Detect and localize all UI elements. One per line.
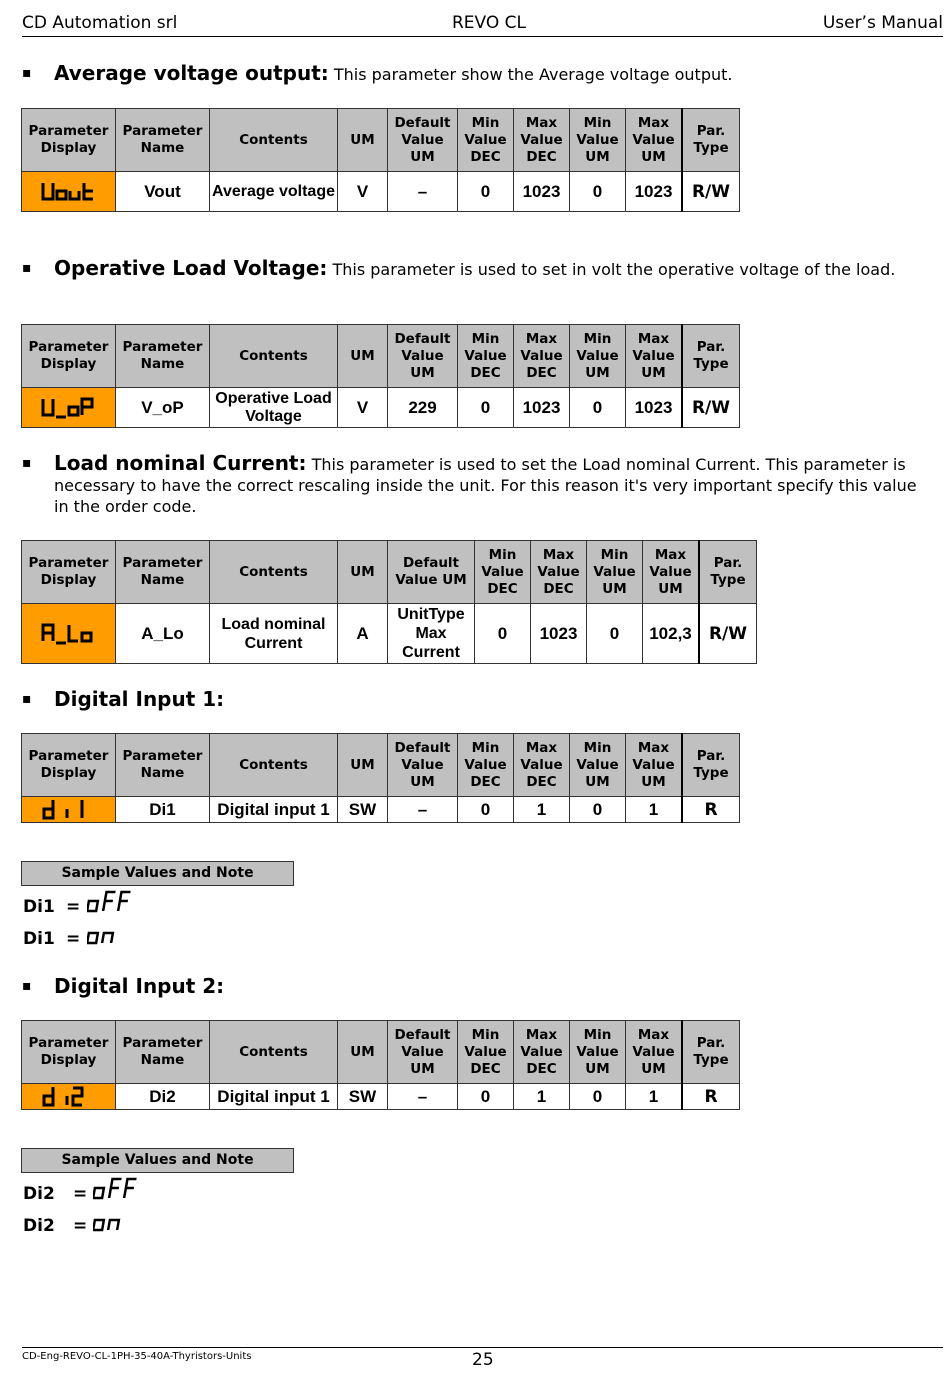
table-row (22, 797, 740, 823)
param-name: V_oP (116, 388, 210, 428)
param-contents: Load nominal Current (210, 604, 338, 664)
section-digital-input-2 (22, 976, 922, 998)
col-max-dec: Max Value DEC (514, 734, 570, 797)
col-contents: Contents (210, 1021, 338, 1084)
col-default: Default Value UM (388, 541, 475, 604)
section-title: Digital Input 1: (54, 687, 225, 711)
col-um: UM (338, 734, 388, 797)
col-display: Parameter Display (22, 541, 116, 604)
parameter-table-vout (21, 108, 740, 212)
col-um: UM (338, 541, 388, 604)
param-min-dec: 0 (458, 1084, 514, 1110)
col-type: Par. Type (682, 734, 740, 797)
param-min-um: 0 (570, 388, 626, 428)
sample-values-header: Sample Values and Note (21, 1148, 294, 1173)
param-type: R (682, 1084, 740, 1110)
col-min-um: Min Value UM (587, 541, 643, 604)
segment-on-icon (93, 1208, 143, 1236)
section-digital-input-1 (22, 689, 922, 711)
col-contents: Contents (210, 109, 338, 172)
param-type: R (682, 797, 740, 823)
company-name: CD Automation srl (22, 13, 178, 33)
sample-equals: = (73, 1184, 88, 1204)
param-max-dec: 1 (514, 1084, 570, 1110)
param-um: SW (338, 1084, 388, 1110)
param-name: Vout (116, 172, 210, 212)
param-max-um: 1023 (626, 388, 683, 428)
param-max-dec: 1023 (514, 172, 570, 212)
param-type: R/W (699, 604, 757, 664)
col-display: Parameter Display (22, 109, 116, 172)
section-title: Average voltage output: (54, 61, 329, 85)
col-min-dec: Min Value DEC (458, 1021, 514, 1084)
param-max-dec: 1023 (514, 388, 570, 428)
section-text: This parameter show the Average voltage output. (328, 65, 733, 84)
col-min-dec: Min Value DEC (475, 541, 531, 604)
param-max-dec: 1 (514, 797, 570, 823)
col-type: Par. Type (699, 541, 757, 604)
section-load-nominal-current (22, 453, 922, 517)
param-contents: Digital input 1 (210, 1084, 338, 1110)
param-type: R/W (682, 388, 740, 428)
page-footer (22, 1347, 943, 1370)
col-min-um: Min Value UM (570, 734, 626, 797)
param-min-um: 0 (570, 172, 626, 212)
display-cell (22, 1084, 116, 1110)
col-name: Parameter Name (116, 1021, 210, 1084)
param-max-dec: 1023 (531, 604, 587, 664)
col-name: Parameter Name (116, 109, 210, 172)
col-max-um: Max Value UM (626, 325, 683, 388)
col-max-dec: Max Value DEC (514, 109, 570, 172)
col-name: Parameter Name (116, 734, 210, 797)
col-name: Parameter Name (116, 325, 210, 388)
param-default: – (388, 1084, 458, 1110)
table-row (22, 172, 740, 212)
param-name: Di1 (116, 797, 210, 823)
col-min-um: Min Value UM (570, 1021, 626, 1084)
param-min-um: 0 (570, 797, 626, 823)
param-default: – (388, 172, 458, 212)
segment-display-a-lo (40, 619, 100, 649)
col-max-um: Max Value UM (626, 734, 683, 797)
param-max-um: 1023 (626, 172, 683, 212)
display-cell (22, 797, 116, 823)
segment-display-vout (40, 177, 100, 207)
manual-title: User’s Manual (822, 13, 943, 33)
sample-values-header: Sample Values and Note (21, 861, 294, 886)
section-average-voltage (22, 63, 922, 85)
param-max-um: 1 (626, 1084, 683, 1110)
param-name: A_Lo (116, 604, 210, 664)
param-um: A (338, 604, 388, 664)
param-default: UnitType Max Current (388, 604, 475, 664)
col-um: UM (338, 109, 388, 172)
sample-name: Di2 (23, 1184, 55, 1204)
bullet-icon: ▪ (22, 65, 32, 81)
param-min-dec: 0 (475, 604, 531, 664)
col-max-dec: Max Value DEC (514, 1021, 570, 1084)
section-title: Operative Load Voltage: (54, 256, 328, 280)
param-min-dec: 0 (458, 172, 514, 212)
section-operative-load-voltage (22, 258, 922, 280)
col-max-dec: Max Value DEC (531, 541, 587, 604)
bullet-icon: ▪ (22, 260, 32, 276)
sample-equals: = (66, 929, 81, 949)
bullet-icon: ▪ (22, 691, 32, 707)
segment-display-u-op (40, 393, 100, 423)
param-um: SW (338, 797, 388, 823)
col-um: UM (338, 325, 388, 388)
section-title: Digital Input 2: (54, 974, 225, 998)
bullet-icon: ▪ (22, 455, 32, 471)
col-contents: Contents (210, 734, 338, 797)
col-default: Default Value UM (388, 1021, 458, 1084)
display-cell (22, 604, 116, 664)
sample-name: Di1 (23, 929, 55, 949)
col-min-dec: Min Value DEC (458, 734, 514, 797)
segment-off-icon (93, 1176, 143, 1204)
col-type: Par. Type (682, 1021, 740, 1084)
col-max-dec: Max Value DEC (514, 325, 570, 388)
param-name: Di2 (116, 1084, 210, 1110)
sample-name: Di2 (23, 1216, 55, 1236)
display-cell (22, 172, 116, 212)
param-default: 229 (388, 388, 458, 428)
col-max-um: Max Value UM (643, 541, 700, 604)
col-name: Parameter Name (116, 541, 210, 604)
col-default: Default Value UM (388, 325, 458, 388)
parameter-table-di1 (21, 733, 740, 823)
section-text: This parameter is used to set in volt the operative voltage of the load. (327, 260, 896, 279)
section-text: This parameter is used to set the Load nominal Current. This parameter is necessary to have the correct rescaling inside the unit. For this reason it's very important specify this value in the order code. (54, 455, 917, 516)
param-min-um: 0 (587, 604, 643, 664)
param-um: V (338, 172, 388, 212)
col-um: UM (338, 1021, 388, 1084)
col-min-um: Min Value UM (570, 109, 626, 172)
segment-off-icon (87, 889, 137, 917)
parameter-table-di2 (21, 1020, 740, 1110)
param-min-dec: 0 (458, 797, 514, 823)
param-contents: Average voltage (210, 172, 338, 212)
param-default: – (388, 797, 458, 823)
param-contents: Digital input 1 (210, 797, 338, 823)
col-contents: Contents (210, 325, 338, 388)
document-code: CD-Eng-REVO-CL-1PH-35-40A-Thyristors-Units (22, 1351, 252, 1362)
bullet-icon: ▪ (22, 978, 32, 994)
page-number: 25 (472, 1350, 494, 1370)
product-name: REVO CL (452, 13, 527, 33)
table-row (22, 388, 740, 428)
param-max-um: 102,3 (643, 604, 700, 664)
param-um: V (338, 388, 388, 428)
sample-name: Di1 (23, 897, 55, 917)
col-max-um: Max Value UM (626, 109, 683, 172)
param-max-um: 1 (626, 797, 683, 823)
col-min-um: Min Value UM (570, 325, 626, 388)
segment-display-di2 (40, 1085, 100, 1109)
section-title: Load nominal Current: (54, 451, 307, 475)
col-default: Default Value UM (388, 734, 458, 797)
param-min-dec: 0 (458, 388, 514, 428)
col-default: Default Value UM (388, 109, 458, 172)
col-min-dec: Min Value DEC (458, 109, 514, 172)
col-max-um: Max Value UM (626, 1021, 683, 1084)
param-contents: Operative Load Voltage (210, 388, 338, 428)
col-display: Parameter Display (22, 734, 116, 797)
param-type: R/W (682, 172, 740, 212)
display-cell (22, 388, 116, 428)
col-display: Parameter Display (22, 325, 116, 388)
segment-on-icon (87, 921, 137, 949)
table-row (22, 1084, 740, 1110)
page-header (22, 12, 943, 37)
segment-display-di1 (40, 798, 100, 822)
col-min-dec: Min Value DEC (458, 325, 514, 388)
col-type: Par. Type (682, 325, 740, 388)
sample-equals: = (73, 1216, 88, 1236)
param-min-um: 0 (570, 1084, 626, 1110)
col-type: Par. Type (682, 109, 740, 172)
sample-equals: = (66, 897, 81, 917)
parameter-table-a-lo (21, 540, 757, 664)
col-display: Parameter Display (22, 1021, 116, 1084)
table-row (22, 604, 757, 664)
col-contents: Contents (210, 541, 338, 604)
parameter-table-v-op (21, 324, 740, 428)
